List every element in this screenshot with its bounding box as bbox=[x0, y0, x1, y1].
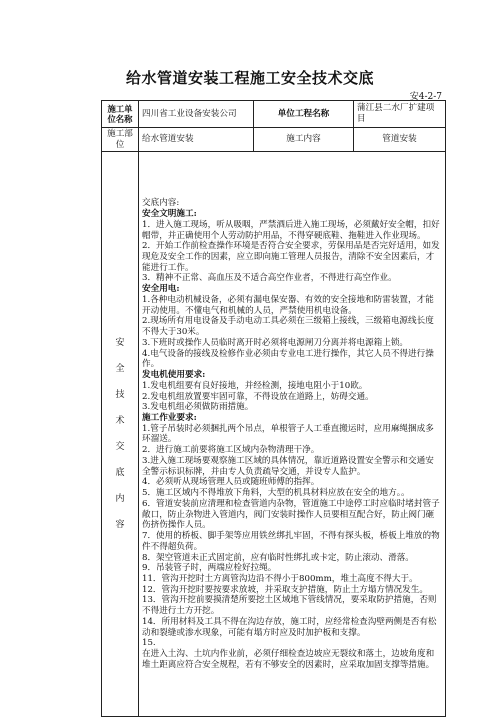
content-line: 14．所用材料及工具不得在沟边存放，施工时，应经常检查沟壁两侧是否有松动和裂缝或渗水现象，可能有塌方时应及时加护板和支撑。 bbox=[142, 616, 437, 638]
side-label-char: 底 bbox=[115, 468, 125, 479]
side-label-char: 术 bbox=[115, 416, 125, 427]
content-line: 3.下班时或操作人员临时离开时必须将电源闸刀分离并将电源箱上锁。 bbox=[142, 337, 409, 348]
content-line: 3.进入施工现场要观察施工区域的具体情况，靠近道路设置安全警示和交通安全警示标识标牌，并由专人负责疏导交通，并设专人监护。 bbox=[142, 455, 434, 477]
content-line: 2．进行施工前要将施工区域内杂物清理干净。 bbox=[142, 445, 320, 456]
content-lines bbox=[142, 198, 442, 670]
content-line: 1．进入施工现场，听从吸咽，严禁酒后进入施工现场，必须戴好安全帽，扣好帽带，并正确使用个人劳动防护用品，不得穿硬底鞋、拖鞋进入作业现场。 bbox=[142, 219, 440, 241]
side-label-chars bbox=[115, 330, 124, 538]
content-line: 11．管沟开挖时土方离管沟边沿不得小于800mm，堆土高度不得大于。 bbox=[142, 574, 418, 585]
disclosure-content bbox=[139, 152, 446, 717]
content-line: 5．施工区域内不得堆放下角料，大型的机具材料应放在安全的地方。。 bbox=[142, 488, 410, 499]
content-line: 2.现场所有用电设备及手动电动工具必须在三级箱上接线，三级箱电源线长度不得大于30米。 bbox=[142, 316, 434, 338]
project-value: 蒲江县二水厂扩建项目 bbox=[354, 101, 446, 128]
side-label-char: 技 bbox=[115, 390, 125, 401]
content-line: 在进入土沟、土坑内作业前，必须仔细检查边坡应无裂纹和落土，边坡角度和堆土距离应符合安全规程，若有不够安全的因素时，应采取加固支撑等措施。 bbox=[142, 649, 435, 670]
content-row bbox=[102, 152, 446, 717]
side-label-char: 交 bbox=[115, 442, 125, 453]
content-line: 12．管沟开挖时要按要求放坡，并采取支护措施，防止土方塌方情况发生。 bbox=[142, 584, 428, 595]
header-row-part bbox=[102, 128, 446, 152]
content-line: 4.电气设备的接线及检修作业必须由专业电工进行操作，其它人员不得进行操作。 bbox=[142, 348, 434, 370]
content-line: 15. bbox=[142, 638, 156, 649]
header-row-unit bbox=[102, 101, 446, 128]
content-label: 施工内容 bbox=[254, 128, 354, 152]
content-line: 7．使用的桥板、脚手架等应用铁丝绑扎牢固，不得有探头板，桥板上堆放的物件不得超负荷。 bbox=[142, 531, 440, 552]
content-line: 8．架空管道未正式固定前，应有临时性绑扎或卡定，防止滚动、滑落。 bbox=[142, 552, 414, 563]
document-title: 给水管道安装工程施工安全技术交底 bbox=[125, 69, 374, 87]
content-line: 3.发电机组必须做防雨措施。 bbox=[142, 402, 254, 413]
content-value: 管道安装 bbox=[354, 128, 446, 152]
content-line: 2.发电机组放置要牢固可靠，不得设放在道路上，妨碍交通。 bbox=[142, 391, 374, 402]
content-line: 2．开始工作前检查操作环境是否符合安全要求，劳保用品是否完好适用，如发现危及安全工作的因素，应立即向施工管理人员报告，清除不安全因素后，才能进行工作。 bbox=[142, 241, 440, 273]
content-heading: 发电机使用要求: bbox=[142, 370, 206, 381]
content-line: 1.各种电动机械设备，必须有漏电保安器、有效的安全接地和防雷装置，才能开动使用。不懂电气和机械的人员，严禁使用机电设备。 bbox=[142, 294, 434, 316]
part-label: 施工部位 bbox=[102, 128, 139, 152]
content-line: 3．精神不正常、高血压及不适合高空作业者，不得进行高空作业。 bbox=[142, 273, 397, 284]
project-label: 单位工程名称 bbox=[254, 101, 354, 128]
unit-value: 四川省工业设备安装公司 bbox=[139, 101, 254, 128]
unit-label: 施工单位名称 bbox=[102, 101, 139, 128]
content-line: 1.管子吊装时必须捆扎两个吊点，单根管子人工垂直搬运时，应用麻绳捆成多环溜送。 bbox=[142, 423, 434, 445]
content-heading: 安全文明施工: bbox=[142, 209, 197, 220]
part-value: 给水管道安装 bbox=[139, 128, 254, 152]
side-label-char: 内 bbox=[115, 494, 125, 505]
content-line: 4．必须听从现场管理人员或随班师傅的指挥。 bbox=[142, 477, 320, 488]
side-label-char: 容 bbox=[115, 520, 125, 531]
content-line: 交底内容: bbox=[142, 198, 180, 209]
document-code: 安4-2-7 bbox=[409, 92, 442, 102]
disclosure-table bbox=[101, 100, 446, 717]
content-line: 9．吊装管子时，两端应栓好拉绳。 bbox=[142, 563, 277, 574]
content-heading: 施工作业要求: bbox=[142, 413, 197, 423]
content-line: 6．管道安装前应清理和检查管道内杂物，管道施工中途停工时应临时堵封管子敞口，防止杂物进入管道内，阀门安装时操作人员要相互配合好，防止阀门砸伤挤伤操作人员。 bbox=[142, 498, 440, 531]
side-label-char: 全 bbox=[115, 364, 125, 375]
content-line: 13．管沟开挖前要摸清楚所要挖土区域地下管线情况，要采取防护措施，否则不得进行土方开挖。 bbox=[142, 595, 437, 617]
side-label bbox=[102, 152, 139, 717]
side-label-char: 安 bbox=[115, 338, 125, 349]
content-heading: 安全用电: bbox=[142, 284, 180, 295]
content-line: 1.发电机组要有良好接地，并经检测，接地电阻小于10欧。 bbox=[142, 380, 368, 391]
